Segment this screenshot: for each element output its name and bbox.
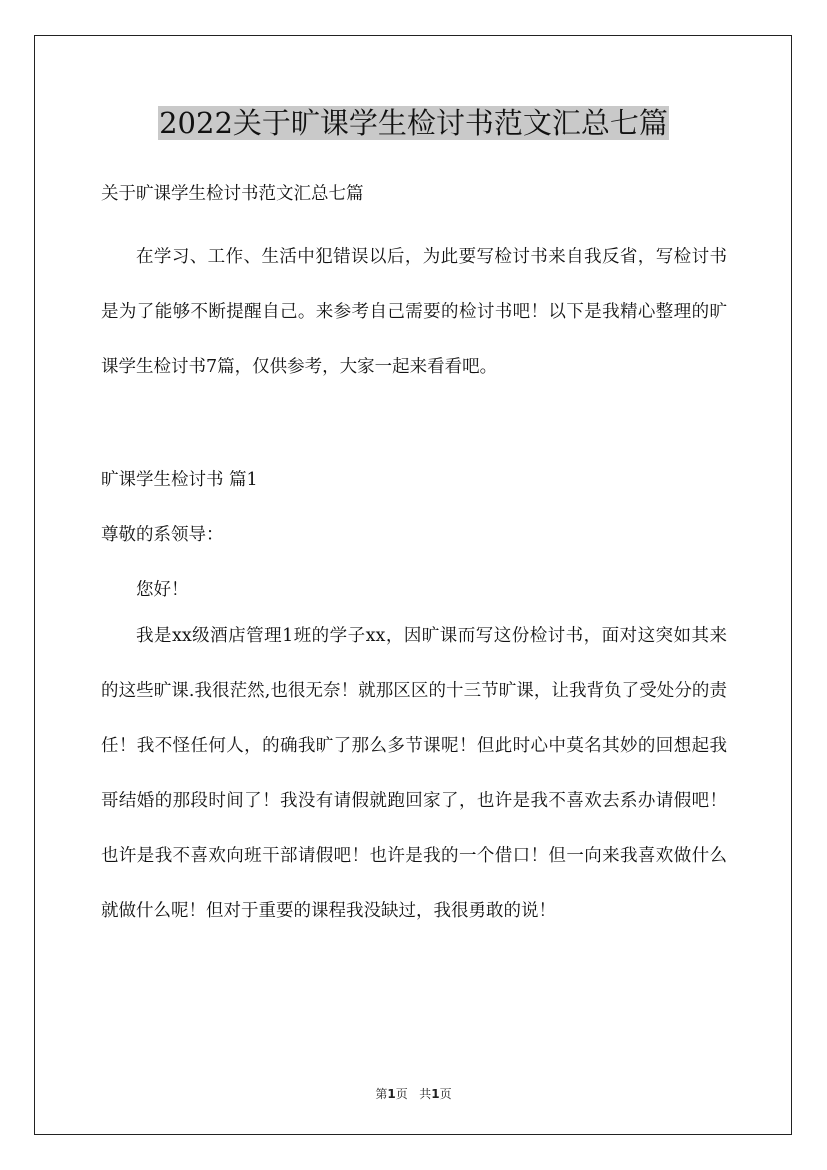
blank-line — [101, 395, 727, 450]
greeting: 您好！ — [136, 580, 189, 600]
salutation: 尊敬的系领导： — [101, 525, 224, 545]
page-prefix: 第 — [375, 1087, 388, 1101]
page-unit: 页 — [395, 1087, 408, 1101]
document-subtitle: 关于旷课学生检讨书范文汇总七篇 — [101, 184, 364, 204]
document-body — [101, 176, 727, 939]
intro-paragraph: 在学习、工作、生活中犯错误以后，为此要写检讨书来自我反省，写检讨书是为了能够不断提醒自己。来参考自己需要的检讨书吧！以下是我精心整理的旷课学生检讨书7篇，仅供参考，大家一起来看看吧。 — [101, 247, 727, 377]
document-title-text: 2022关于旷课学生检讨书范文汇总七篇 — [159, 106, 668, 140]
total-prefix: 共 — [419, 1087, 432, 1101]
page-footer — [0, 1085, 827, 1102]
page-total: 1 — [431, 1087, 440, 1101]
page-current: 1 — [387, 1087, 396, 1101]
total-unit: 页 — [439, 1087, 452, 1101]
document-title — [0, 101, 827, 145]
body-paragraph: 我是xx级酒店管理1班的学子xx，因旷课而写这份检讨书，面对这突如其来的这些旷课.我很茫然,也很无奈！就那区区的十三节旷课，让我背负了受处分的责任！我不怪任何人，的确我旷了那么多节课呢！但此时心中莫名其妙的回想起我哥结婚的那段时间了！我没有请假就跑回家了，也许是我不喜欢去系办请假吧！也许是我不喜欢向班干部请假吧！也许是我的一个借口！但一向来我喜欢做什么就做什么呢！但对于重要的课程我没缺过，我很勇敢的说！ — [101, 626, 727, 921]
section-heading: 旷课学生检讨书 篇1 — [101, 470, 258, 490]
